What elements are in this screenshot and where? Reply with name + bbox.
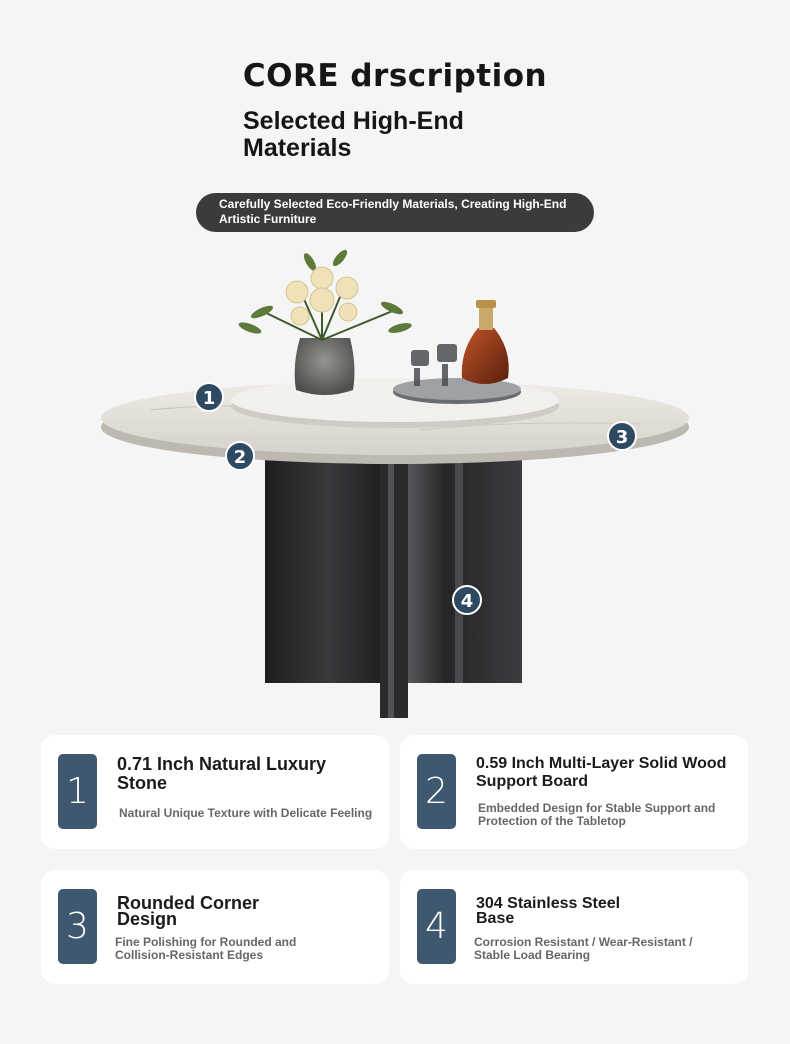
feature-card <box>400 870 748 984</box>
feature-card <box>400 735 748 849</box>
feature-number-badge: 4 <box>417 889 456 964</box>
feature-description: Natural Unique Texture with Delicate Feeling <box>119 806 373 820</box>
page-subtitle: Selected High-End Materials <box>243 107 464 162</box>
table-illustration <box>0 240 790 720</box>
feature-title: 304 Stainless Steel Base <box>476 895 621 927</box>
feature-title: Rounded Corner Design <box>117 893 259 929</box>
hotspot-1-label: 1 <box>202 388 216 409</box>
feature-description: Embedded Design for Stable Support and Protection of the Tabletop <box>478 801 716 828</box>
table-base <box>265 455 522 718</box>
feature-title: 0.71 Inch Natural Luxury Stone <box>117 754 327 793</box>
hotspot-4[interactable] <box>453 586 481 614</box>
tagline-pill <box>196 193 594 232</box>
feature-number-badge: 1 <box>58 754 97 829</box>
drink-tray <box>393 300 521 404</box>
hotspot-3[interactable] <box>608 422 636 450</box>
feature-number-badge: 3 <box>58 889 97 964</box>
feature-title: 0.59 Inch Multi-Layer Solid Wood Support Board <box>476 755 727 790</box>
feature-description: Fine Polishing for Rounded and Collision-Resistant Edges <box>115 935 297 962</box>
feature-card <box>41 870 389 984</box>
feature-number-badge: 2 <box>417 754 456 829</box>
flower-vase <box>237 248 412 395</box>
page-title: CORE drscription <box>242 58 548 94</box>
hotspot-2-label: 2 <box>233 447 247 468</box>
hotspot-1[interactable] <box>195 383 223 411</box>
feature-card <box>41 735 389 849</box>
hotspot-3-label: 3 <box>615 427 629 448</box>
feature-description: Corrosion Resistant / Wear-Resistant / Stable Load Bearing <box>474 935 693 962</box>
hotspot-2[interactable] <box>226 442 254 470</box>
hotspot-4-label: 4 <box>460 591 474 612</box>
tagline-text: Carefully Selected Eco-Friendly Materials, Creating High-End Artistic Furniture <box>219 197 567 226</box>
